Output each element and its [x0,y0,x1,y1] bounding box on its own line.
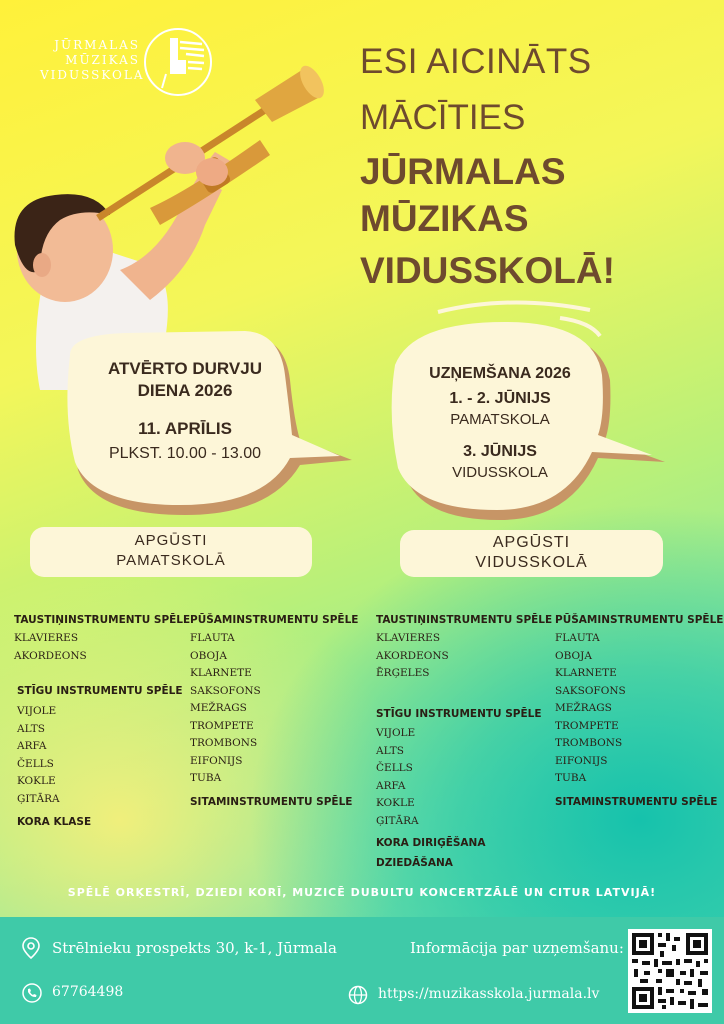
headline-line-1: ESI AICINĀTS [360,42,592,81]
list-item: SAKSOFONS [190,684,261,697]
address: Strēlnieku prospekts 30, k-1, Jūrmala [52,939,337,957]
list-item: KLAVIERES [14,632,79,644]
list-item: ĢITĀRA [376,814,419,827]
list-item: OBOJA [555,649,592,662]
location-pin-icon [22,937,40,963]
secondary-wind-heading: PŪŠAMINSTRUMENTU SPĒLE [555,614,724,626]
list-item: TROMPETE [190,719,254,732]
headline-line-5: VIDUSSKOLĀ! [360,250,615,291]
logo-line-1: JŪRMALAS [54,38,140,52]
secondary-strings-heading: STĪGU INSTRUMENTU SPĒLE [376,708,542,720]
open-day-title-line-2: DIENA 2026 [137,381,233,400]
open-day-title [70,358,300,402]
globe-icon [348,985,368,1009]
qr-code[interactable] [628,929,712,1013]
list-item: KLARNETE [555,667,617,679]
list-item: ARFA [376,779,406,792]
pill-secondary-line-1: APGŪSTI [492,534,571,551]
list-item: ALTS [17,722,45,735]
secondary-choir-conducting: KORA DIRIĢĒŠANA [376,837,486,849]
logo-line-2: MŪZIKAS [65,53,140,67]
list-item: KLARNETE [190,667,252,679]
pill-basic-line-2: PAMATSKOLĀ [116,552,226,569]
headline-line-4: MŪZIKAS [360,198,529,239]
secondary-wind-list [555,630,626,788]
secondary-singing: DZIEDĀŠANA [376,857,453,869]
list-item: ČELLS [376,762,413,774]
list-item: TUBA [555,772,587,784]
phone-icon [22,983,42,1007]
list-item: ČELLS [17,757,54,770]
admission-school-1: PAMATSKOLA [450,411,550,428]
list-item: ĢITĀRA [17,792,60,805]
basic-percussion-heading: SITAMINSTRUMENTU SPĒLE [190,796,353,808]
admission-title: UZŅEMŠANA 2026 [429,365,571,382]
pill-secondary-school [400,530,663,577]
secondary-strings-list [376,725,419,830]
secondary-keys-list [376,630,449,683]
list-item: ARFA [17,740,47,752]
secondary-percussion-heading: SITAMINSTRUMENTU SPĒLE [555,796,718,808]
headline-line-2: MĀCĪTIES [360,98,526,137]
list-item: AKORDEONS [14,649,87,662]
list-item: ĒRĢELES [376,667,430,679]
basic-choir-class: KORA KLASE [17,816,92,828]
list-item: TROMBONS [190,737,258,749]
secondary-keys-heading: TAUSTIŅINSTRUMENTU SPĒLE [376,614,553,626]
basic-strings-list [17,703,60,808]
list-item: KOKLE [376,797,415,809]
admission-date-1: 1. - 2. JŪNIJS [449,390,551,407]
list-item: EIFONIJS [555,754,608,767]
admission-school-2: VIDUSSKOLA [452,464,548,481]
basic-keys-heading: TAUSTIŅINSTRUMENTU SPĒLE [14,614,191,626]
speech-bubbles [0,300,724,530]
list-item: SAKSOFONS [555,684,626,697]
basic-keys-list [14,630,87,665]
open-day-time: PLKST. 10.00 - 13.00 [108,445,262,462]
list-item: ALTS [376,744,404,757]
list-item: OBOJA [190,649,227,662]
list-item: TROMBONS [555,737,623,749]
list-item: TUBA [190,772,222,784]
admission-date-2: 3. JŪNIJS [463,443,537,460]
basic-wind-heading: PŪŠAMINSTRUMENTU SPĒLE [190,614,359,626]
list-item: KOKLE [17,775,56,787]
footer [0,917,724,1024]
open-day-title-line-1: ATVĒRTO DURVJU [108,359,262,378]
open-day-date: 11. APRĪLIS [138,419,232,438]
info-label: Informācija par uzņemšanu: [410,939,624,957]
logo-line-3: VIDUSSKOLA [40,68,145,82]
list-item: KLAVIERES [376,632,441,644]
list-item: MEŽRAGS [555,702,612,714]
list-item: MEŽRAGS [190,702,247,714]
phone-number[interactable]: 67764498 [52,984,124,1000]
website-link[interactable]: https://muzikasskola.jurmala.lv [378,986,600,1002]
list-item: EIFONIJS [190,754,243,767]
list-item: VIJOLE [17,705,57,717]
list-item: FLAUTA [555,632,600,644]
list-item: AKORDEONS [376,649,449,662]
list-item: TROMPETE [555,719,619,732]
list-item: VIJOLE [376,727,416,739]
basic-strings-heading: STĪGU INSTRUMENTU SPĒLE [17,685,183,697]
headline-line-3: JŪRMALAS [360,151,566,192]
basic-wind-list [190,630,261,788]
pill-basic-line-1: APGŪSTI [134,532,208,549]
list-item: FLAUTA [190,632,235,644]
tagline: SPĒLĒ ORĶESTRĪ, DZIEDI KORĪ, MUZICĒ DUBULTU KONCERTZĀLĒ UN CITUR LATVIJĀ! [67,886,657,899]
pill-basic-school [30,527,312,577]
pill-secondary-line-2: VIDUSSKOLĀ [475,554,588,571]
